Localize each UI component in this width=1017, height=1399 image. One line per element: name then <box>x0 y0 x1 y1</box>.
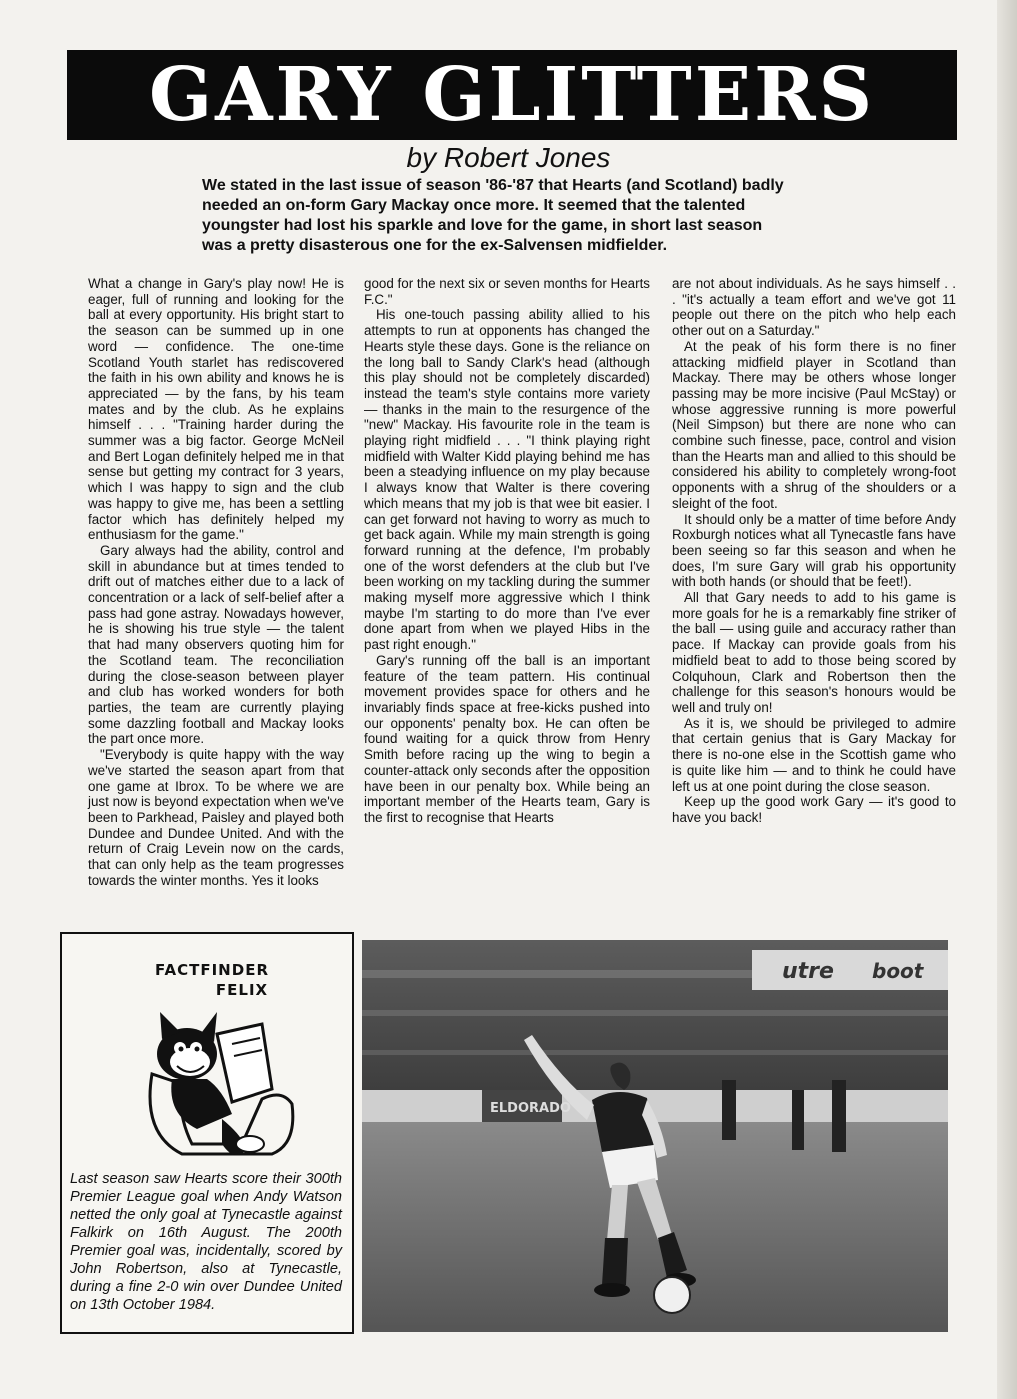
article-byline: by Robert Jones <box>406 142 611 173</box>
ad-banner-text-2: boot <box>872 959 924 983</box>
felix-cat-illustration <box>122 994 302 1164</box>
paragraph: Gary always had the ability, control and skill in abundance but at times tended to drift out of matches either due to a lack of concentration or a lack of self-belief after a pass had gone astray. Nowadays however, he is showing his true style — the talent that had many observers quoting him for the Scotland team. The reconciliation during the close-season between player and club has worked wonders for both parties, the team are currently playing some dazzling football and Mackay looks the part once more. <box>88 542 344 747</box>
page-edge <box>997 0 1017 1399</box>
paragraph: As it is, we should be privileged to admire that certain genius that is Gary Mackay for there is no-one else in the Scottish game who is quite like him — and to think he could have left us at one point during the close season. <box>672 715 956 794</box>
paragraph: "Everybody is quite happy with the way we've started the season apart from that one game at Ibrox. To be where we are just now is beyond expectation when we've been to Parkhead, Paisley and played both Dundee and Dundee United. And with the return of Craig Levein now on the cards, that can only help as the team progresses towards the winter months. Yes it looks <box>88 747 344 888</box>
factfinder-title-line1: FACTFINDER <box>154 961 269 979</box>
factfinder-title-line2: FELIX <box>215 981 269 999</box>
ad-banner-text: utre <box>782 959 834 984</box>
footballer-photo <box>362 940 948 1332</box>
paragraph: What a change in Gary's play now! He is eager, full of running and looking for the ball at every opportunity. His bright start to the season can be summed up in one word — confidence. The one-time Scotland Youth starlet has rediscovered the faith in his own ability and knows he is appreciated — by the fans, by his team mates and by the club. As he explains himself . . . "Training harder during the summer was a big factor. George McNeil and Bert Logan definitely helped me in that sense but getting my contract for 3 years, which I was happy to sign and the club was happy to give me, has been a settling factor which has definitely helped my enthusiasm for the game." <box>88 276 344 543</box>
paragraph: At the peak of his form there is no finer attacking midfield player in Scotland than Mackay. There may be others whose longer passing may be more incisive (Paul McStay) or whose aggressive running is more powerful (Neil Simpson) but there are none who can combine such finesse, pace, control and vision than the Hearts man and allied to this should be considered his ability to completely wrong-foot opponents with a shrug of the shoulders or a sleight of the foot. <box>672 338 956 511</box>
factfinder-text: Last season saw Hearts score their 300th Premier League goal when Andy Watson netted the only goal at Tynecastle against Falkirk on 16th August. The 200th Premier goal was, incidentally, scored by John Robertson, also at Tynecastle, during a fine 2-0 win over Dundee United on 13th October 1984. <box>70 1171 342 1313</box>
paragraph: It should only be a matter of time before Andy Roxburgh notices what all Tynecastle fans have been seeing so far this season and when he does, I'm sure Gary will grab his opportunity with both hands (or should that be feet!). <box>672 511 956 590</box>
factfinder-box <box>60 932 354 1334</box>
paragraph: good for the next six or seven months for Hearts F.C." <box>364 276 650 307</box>
ad-board-text: ELDORADO <box>490 1101 571 1116</box>
article-column-3 <box>672 276 956 826</box>
article-intro: We stated in the last issue of season '86-'87 that Hearts (and Scotland) badly needed an on-form Gary Mackay once more. It seemed that the talented youngster had lost his sparkle and love for the game, in short last season was a pretty disasterous one for the ex-Salvensen midfielder. <box>202 177 784 254</box>
match-photo <box>362 940 948 1332</box>
article-column-1 <box>88 276 344 888</box>
paragraph: Gary's running off the ball is an important feature of the team pattern. His continual movement provides space for others and he invariably finds space at free-kicks pushed into our opponents' penalty box. He can often be found waiting for a quick throw from Henry Smith before racing up the wing to begin a counter-attack only seconds after the opposition have been in our penalty box. While being an important member of the Hearts team, Gary is the first to recognise that Hearts <box>364 652 650 825</box>
article-column-2 <box>364 276 650 826</box>
paragraph: His one-touch passing ability allied to his attempts to run at opponents has changed the Hearts style these days. Gone is the reliance on the long ball to Sandy Clark's head (although this play should not be completely discarded) instead the team's style contains more variety — thanks in the main to the resurgence of the "new" Mackay. His favourite role in the team is playing right midfield . . . "I think playing right midfield with Walter Kidd playing behind me has been a steadying influence on my play because I always know that Walter is there covering which means that my job is that wee bit easier. I can get forward not having to worry as much to get back again. While my main strength is going forward running at the defence, I'm probably one of the worst defenders at the club but I've been working on my tackling during the summer making myself more aggressive which I think maybe I'm starting to do more than I've ever done apart from when we played Hibs in the past right enough." <box>364 307 650 653</box>
article-title: GARY GLITTERS <box>67 50 957 140</box>
paragraph: Keep up the good work Gary — it's good to have you back! <box>672 794 956 825</box>
paragraph: All that Gary needs to add to his game is more goals for he is a remarkably fine striker of the ball — using guile and accuracy rather than pace. If Mackay can provide goals from his midfield beat to add to those being scored by Colquhoun, Clark and Robertson then the challenge for this season's honours would be well and truly on! <box>672 590 956 715</box>
paragraph: are not about individuals. As he says himself . . . "it's actually a team effort and we've got 11 people out there on the pitch who help each other out on a Saturday." <box>672 276 956 339</box>
